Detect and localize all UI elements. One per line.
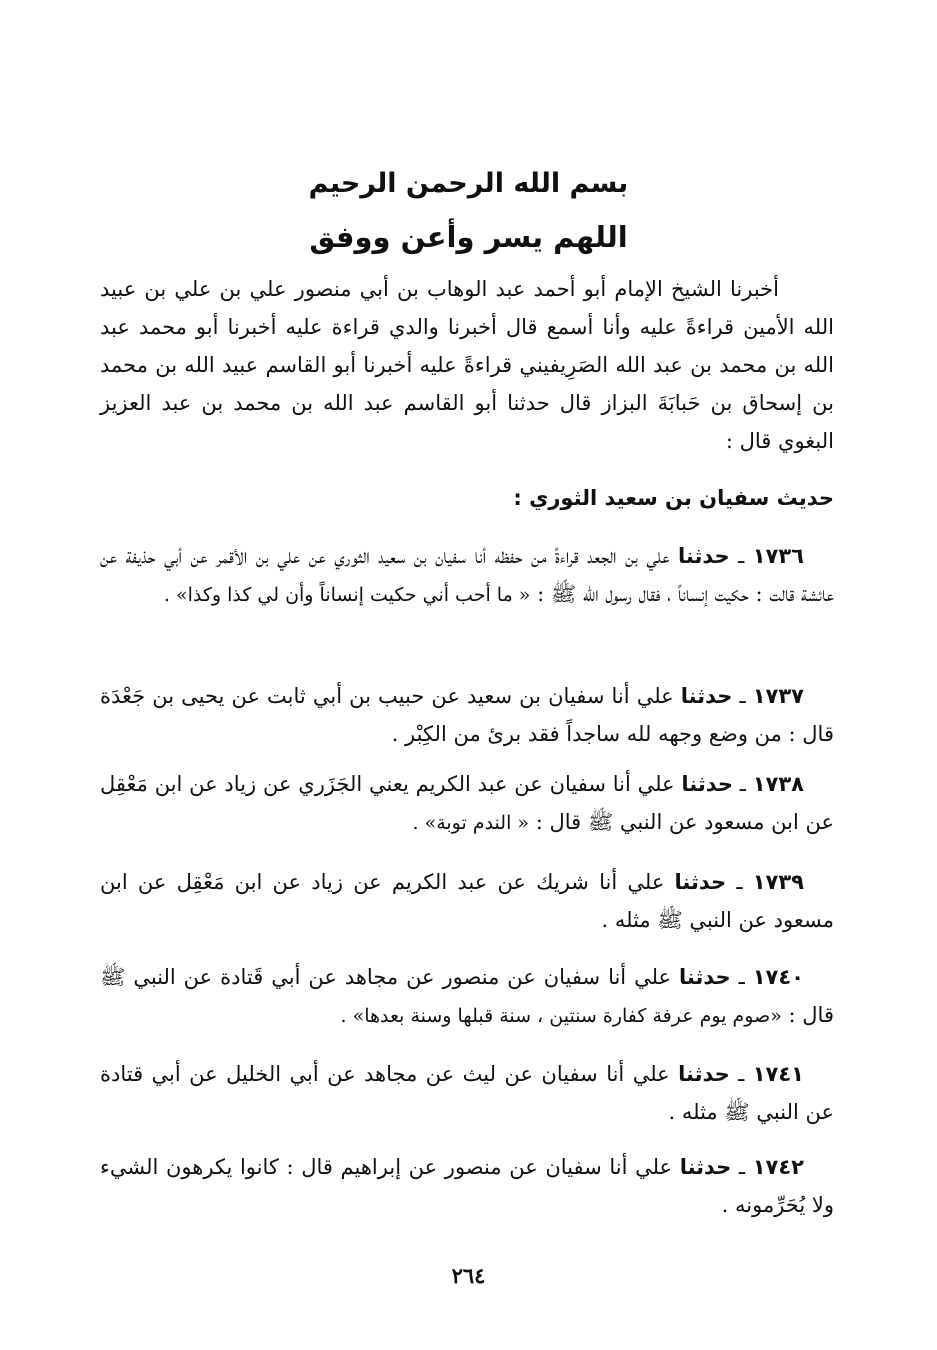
hadith-1736	[100, 537, 834, 614]
hadith-text: علي بن الجعد قراءةً من حفظه أنا سفيان بن سعيد الثوري عن علي بن الأقمر عن أبي حذيفة عن عائشة قالت : حكيت إنساناً ، فقال رسول الله ﷺ :	[100, 544, 834, 606]
hadith-text: علي أنا سفيان عن منصور عن إبراهيم قال : كانوا يكرهون الشيء ولا يُحَرِّمونه .	[100, 1155, 834, 1217]
hadith-paragraph	[100, 677, 834, 754]
hadith-paragraph	[100, 537, 834, 614]
hadith-1742	[100, 1148, 834, 1225]
haddathana-word: حدثنا	[679, 1155, 732, 1179]
intro-paragraph: أخبرنا الشيخ الإمام أبو أحمد عبد الوهاب بن أبي منصور علي بن علي بن عبيد الله الأمين قراءةً عليه وأنا أسمع قال أخبرنا والدي قراءة عليه أخبرنا أبو محمد عبد الله بن محمد بن عبد الله الصَرِيفيني قراءةً عليه أخبرنا أبو القاسم عبيد الله بن محمد بن إسحاق بن حَبابَةَ البزاز قال حدثنا أبو القاسم عبد الله بن محمد بن عبد العزيز البغوي قال :	[100, 277, 834, 453]
hadith-separator: ـ	[732, 772, 753, 796]
hadith-quote: « ما أحب أني حكيت إنساناً وأن لي كذا وكذا» .	[163, 584, 531, 606]
hadith-paragraph	[100, 765, 834, 842]
hadith-number: ١٧٣٩	[752, 870, 804, 894]
hadith-quote: « الندم توبة» .	[412, 812, 530, 834]
haddathana-word: حدثنا	[678, 1062, 730, 1086]
hadith-1738	[100, 765, 834, 842]
hadith-separator: ـ	[729, 1062, 753, 1086]
dua-heading: اللهم يسر وأعن ووفق	[309, 220, 628, 254]
hadith-1737	[100, 677, 834, 754]
hadith-number: ١٧٣٧	[752, 684, 804, 708]
hadith-text: علي أنا سفيان عن عبد الكريم يعني الجَزَري عن زياد عن ابن مَعْقِل عن ابن مسعود عن النبي ﷺ قال :	[100, 772, 834, 834]
isnad-introduction	[100, 270, 834, 460]
basmala-heading: بسم الله الرحمن الرحيم	[308, 168, 629, 199]
haddathana-word: حدثنا	[680, 684, 733, 708]
hadith-separator: ـ	[730, 965, 753, 989]
hadith-number: ١٧٤١	[752, 1062, 804, 1086]
hadith-separator: ـ	[732, 684, 753, 708]
haddathana-word: حدثنا	[674, 870, 727, 894]
page-number: ٢٦٤	[451, 1263, 486, 1288]
hadith-text: علي أنا شريك عن عبد الكريم عن زياد عن ابن مَعْقِل عن ابن مسعود عن النبي ﷺ مثله .	[100, 870, 834, 932]
hadith-paragraph	[100, 863, 834, 940]
hadith-separator: ـ	[729, 544, 753, 568]
haddathana-word: حدثنا	[679, 965, 731, 989]
haddathana-word: حدثنا	[681, 772, 733, 796]
hadith-separator: ـ	[731, 1155, 753, 1179]
hadith-paragraph	[100, 1055, 834, 1132]
hadith-1741	[100, 1055, 834, 1132]
hadith-text: علي أنا سفيان عن ليث عن مجاهد عن أبي الخليل عن أبي قتادة عن النبي ﷺ مثله .	[100, 1062, 834, 1124]
hadith-1739	[100, 863, 834, 940]
hadith-number: ١٧٤٢	[752, 1155, 804, 1179]
hadith-number: ١٧٣٦	[752, 544, 804, 568]
hadith-text: علي أنا سفيان بن سعيد عن حبيب بن أبي ثابت عن يحيى بن جَعْدَة قال : من وضع وجهه لله ساجداً فقد برئ من الكِبْر .	[100, 684, 834, 746]
haddathana-word: حدثنا	[678, 544, 730, 568]
hadith-1740	[100, 958, 834, 1035]
hadith-paragraph	[100, 1148, 834, 1225]
hadith-separator: ـ	[726, 870, 753, 894]
hadith-quote: «صوم يوم عرفة كفارة سنتين ، سنة قبلها وسنة بعدها» .	[340, 1005, 782, 1027]
hadith-paragraph	[100, 958, 834, 1035]
hadith-text: علي أنا سفيان عن منصور عن مجاهد عن أبي قَتادة عن النبي ﷺ قال :	[100, 965, 834, 1027]
section-heading: حديث سفيان بن سعيد الثوري :	[513, 486, 834, 510]
hadith-number: ١٧٤٠	[752, 965, 804, 989]
hadith-number: ١٧٣٨	[752, 772, 804, 796]
